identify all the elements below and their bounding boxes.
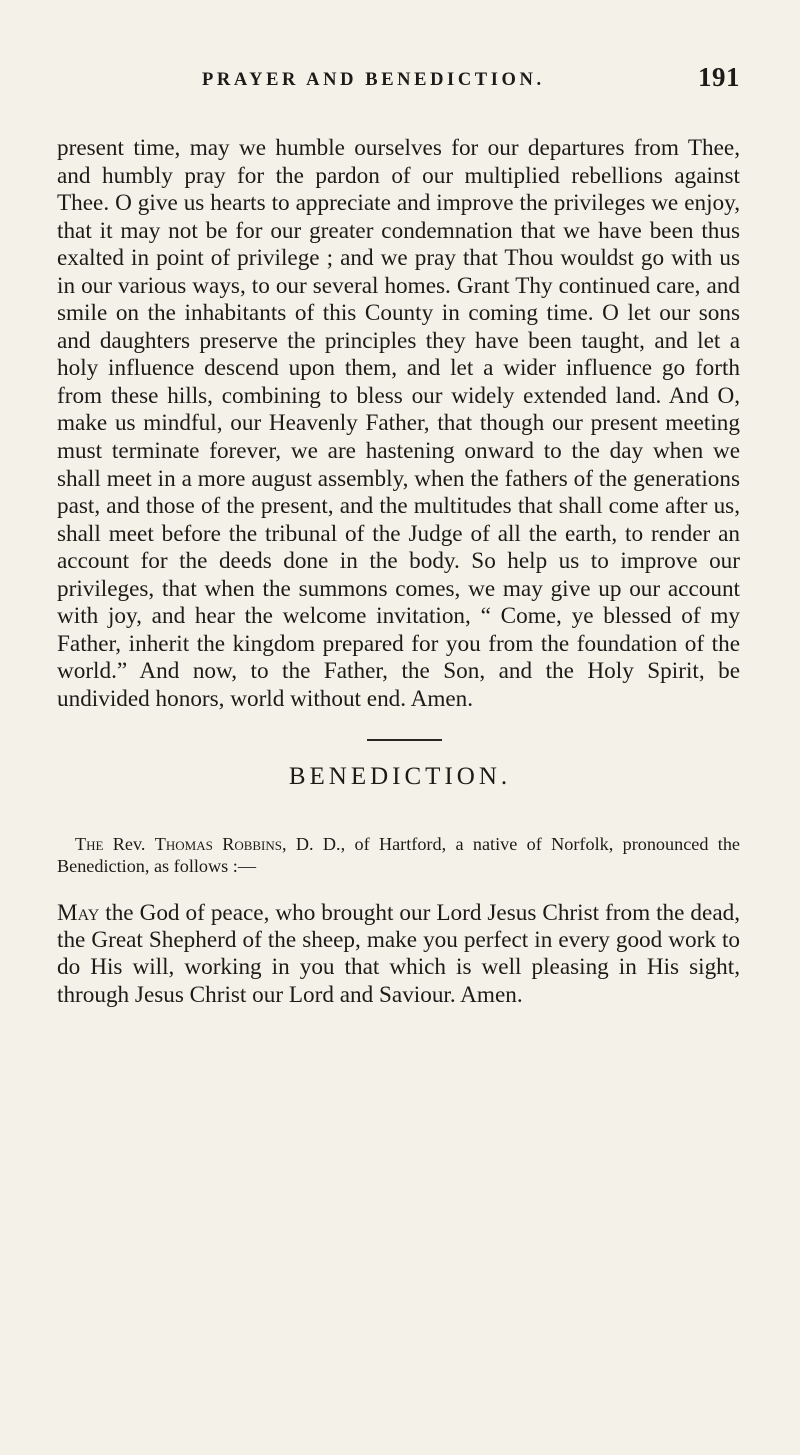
benediction-first-word: May (57, 900, 100, 926)
running-title: PRAYER AND BENEDICTION. (202, 70, 545, 90)
intro-article: The (75, 834, 104, 854)
benediction-heading: BENEDICTION. (288, 763, 512, 790)
running-head (190, 62, 740, 102)
intro-name: Thomas Robbins (154, 834, 283, 854)
benediction-body: the God of peace, who brought our Lord Jesus Christ from the dead, the Great Shepherd of the sheep, make you perfect in every good work to do His will, working in you that which is well pleasing in His sight, through Jesus Christ our Lord and Saviour. Amen. (57, 900, 740, 1008)
intro-rest: , D. D., of Hartford, a native of Norfolk, pronounced the Benediction, as follows :— (57, 834, 741, 876)
intro-title: Rev. (103, 834, 155, 854)
benediction-intro (57, 833, 740, 877)
prayer-text: present time, may we humble ourselves for our departures from Thee, and humbly pray for the pardon of our multiplied rebellions against Thee. O give us hearts to appreciate and improve the privileges we enjoy, that it may not be for our greater condemnation that we have been thus exalted in point of privilege ; and we pray that Thou wouldst go with us in our various ways, to our several homes. Grant Thy continued care, and smile on the inhabitants of this County in coming time. O let our sons and daughters preserve the principles they have been taught, and let a holy influence descend upon them, and let a wider influence go forth from these hills, combining to bless our widely extended land. And O, make us mindful, our Heavenly Father, that though our present meeting must terminate forever, we are hastening onward to the day when we shall meet in a more august assembly, when the fathers of the generations past, and those of the present, and the multitudes that shall come after us, shall meet before the tribunal of the Judge of all the earth, to render an account for the deeds done in the body. So help us to improve our privileges, that when the summons comes, we may give up our account with joy, and hear the welcome invitation, “ Come, ye blessed of my Father, inherit the kingdom prepared for you from the foundation of the world.” And now, to the Father, the Son, and the Holy Spirit, be undivided honors, world without end. Amen. (57, 135, 740, 712)
section-divider (367, 739, 442, 741)
benediction-text (57, 900, 740, 1009)
page-number: 191 (698, 62, 740, 92)
